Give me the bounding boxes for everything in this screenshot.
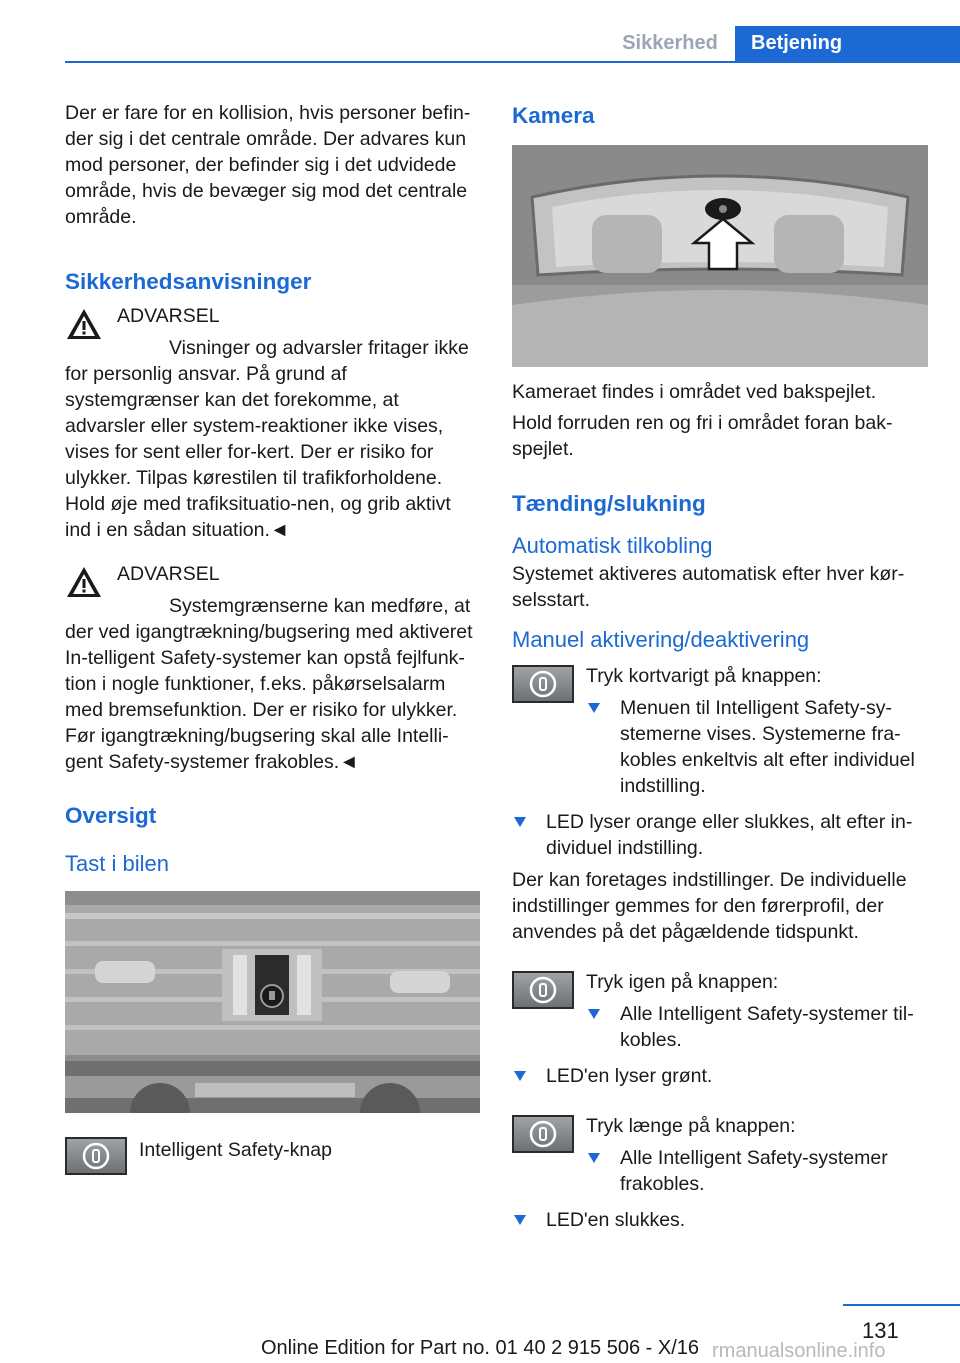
warning-triangle-icon [65, 564, 103, 600]
warning-triangle-icon [65, 306, 103, 342]
heading-safety: Sikkerhedsanvisninger [65, 269, 312, 294]
safety-shield-icon [528, 975, 558, 1005]
button-caption: Intelligent Safety-knap [139, 1139, 332, 1161]
heading-button-in-car: Tast i bilen [65, 851, 169, 876]
heading-auto-activation: Automatisk tilkobling [512, 533, 713, 558]
press-long-block [512, 1113, 928, 1197]
dashboard-button-photo [65, 891, 480, 1113]
camera-location-photo [512, 145, 928, 367]
camera-paragraph-1: Kameraet findes i området ved bakspejlet. [512, 381, 877, 403]
warning-2-title: ADVARSEL [117, 563, 220, 585]
heading-overview: Oversigt [65, 803, 157, 828]
bullet-text: LED lyser orange eller slukkes, alt efter in‐dividuel indstilling. [546, 811, 913, 859]
bullet-text: LED'en slukkes. [546, 1209, 686, 1231]
bullet-text: Alle Intelligent Safety-systemer frakobles. [620, 1147, 888, 1195]
settings-paragraph: Der kan foretages indstillinger. De individuelle indstillinger gemmes for den førerprofil, der anvendes på det pågældende tidspunkt. [512, 869, 907, 943]
warning-1-title: ADVARSEL [117, 305, 220, 327]
press-again-instruction: Tryk igen på knappen: [586, 971, 779, 993]
safety-shield-icon [528, 669, 558, 699]
press-long-result-bullets [512, 1207, 928, 1233]
intelligent-safety-button-icon [512, 1115, 574, 1153]
button-caption-row [65, 1135, 480, 1175]
page-number: 131 [862, 1318, 899, 1343]
warning-2-text: Systemgrænserne kan medføre, at der ved igangtrækning/bugsering med aktiveret In‐telligent Safety-systemer kan opstå fejlfunk‐tion i nogle funktioner, f.eks. påkørselsalarm med bremsefunktion. Der er risiko for ulykker. Før igangtrækning/bugsering skal alle Intelli‐gent Safety-systemer frakobles.◄ [65, 595, 473, 773]
auto-activation-text: Systemet aktiveres automatisk efter hver kør‐selsstart. [512, 563, 905, 611]
intro-paragraph: Der er fare for en kollision, hvis personer befin‐der sig i det centrale område. Der advares kun mod personer, der befinder sig i det udvidede område, hvis de bevæger sig mod det centrale område. [65, 102, 471, 228]
left-column [65, 100, 480, 1175]
intelligent-safety-button-icon [65, 1137, 127, 1175]
press-long-instruction: Tryk længe på knappen: [586, 1115, 796, 1137]
bullet-item [512, 1207, 928, 1233]
bullet-triangle-icon [514, 1071, 526, 1081]
heading-on-off: Tænding/slukning [512, 491, 706, 516]
watermark: rmanualsonline.info [712, 1340, 886, 1362]
bullet-triangle-icon [588, 1153, 600, 1163]
bullet-text: Menuen til Intelligent Safety-sy‐stemerne vises. Systemerne fra‐kobles enkeltvis alt efter individuel indstilling. [620, 697, 915, 797]
edition-line: Online Edition for Part no. 01 40 2 915 506 - X/16 [260, 1337, 700, 1359]
heading-manual-activation: Manuel aktivering/deaktivering [512, 627, 810, 652]
heading-camera: Kamera [512, 103, 595, 128]
warning-1-text: Visninger og advarsler fritager ikke for personlig ansvar. På grund af systemgrænser kan det forekomme, at advarsler eller system‐reaktioner ikke vises, vises for sent eller for‐kert. Der er risiko for ulykker. Tilpas kørestilen til trafikforholdene. Hold øje med trafiksituatio‐nen, og grib aktivt ind i en sådan situation.◄ [65, 337, 469, 541]
camera-paragraph-2: Hold forruden ren og fri i området foran bak‐spejlet. [512, 412, 893, 460]
press-again-block [512, 969, 928, 1053]
safety-shield-icon [81, 1141, 111, 1171]
bullet-triangle-icon [514, 817, 526, 827]
press-again-bullets [586, 1001, 928, 1053]
press-again-result-bullets [512, 1063, 928, 1089]
safety-shield-icon [528, 1119, 558, 1149]
press-short-bullets [586, 695, 928, 799]
right-column [512, 100, 928, 1233]
bullet-item [512, 809, 928, 861]
press-short-instruction: Tryk kortvarigt på knappen: [586, 665, 822, 687]
bullet-text: LED'en lyser grønt. [546, 1065, 713, 1087]
warning-block-2 [65, 561, 480, 775]
press-short-block [512, 663, 928, 799]
bullet-item [586, 1145, 928, 1197]
bullet-triangle-icon [588, 1009, 600, 1019]
bullet-text: Alle Intelligent Safety-systemer til‐kobles. [620, 1003, 914, 1051]
bullet-triangle-icon [514, 1215, 526, 1225]
header-section-tab: Sikkerhed [622, 32, 718, 54]
bullet-triangle-icon [588, 703, 600, 713]
press-short-result-bullets [512, 809, 928, 861]
footer-rule [843, 1304, 960, 1306]
bullet-item [512, 1063, 928, 1089]
bullet-item [586, 695, 928, 799]
intelligent-safety-button-icon [512, 665, 574, 703]
warning-block-1 [65, 303, 480, 543]
intelligent-safety-button-icon [512, 971, 574, 1009]
header-rule [65, 61, 960, 63]
header-chapter-tab: Betjening [735, 26, 960, 63]
press-long-bullets [586, 1145, 928, 1197]
bullet-item [586, 1001, 928, 1053]
